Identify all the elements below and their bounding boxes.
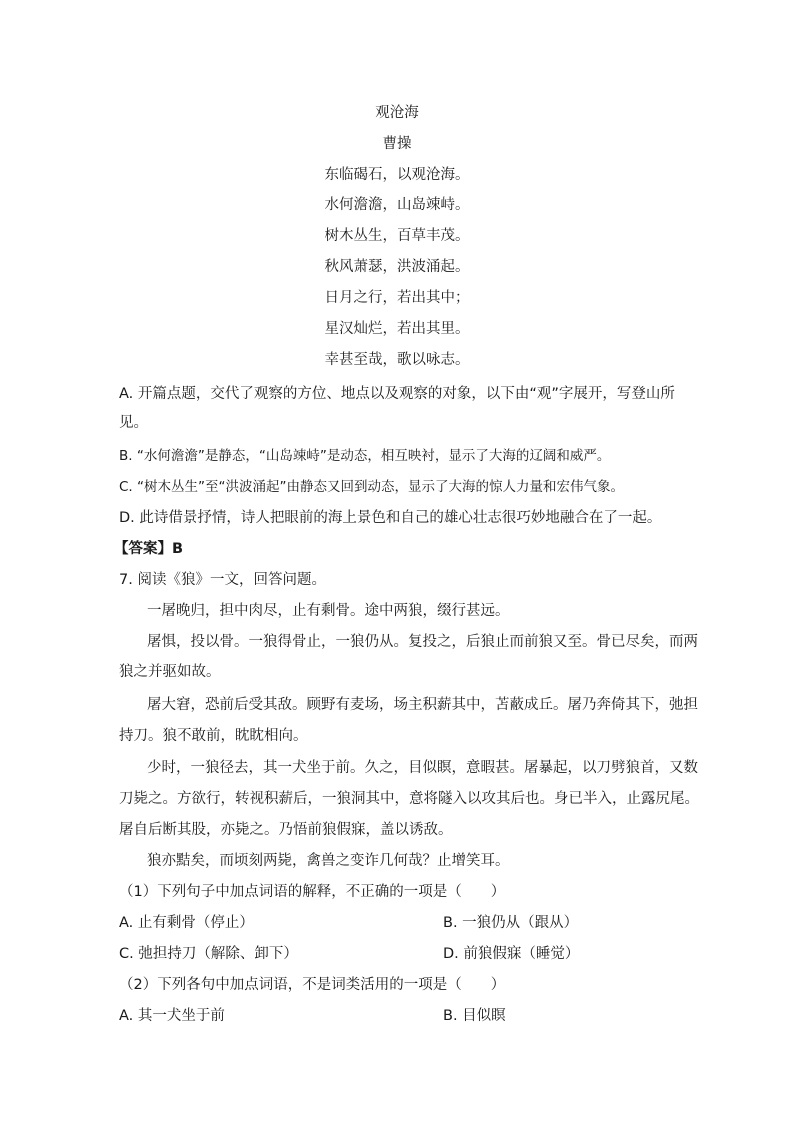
q7-sub2-option-a: A. 其一犬坐于前 bbox=[119, 1008, 225, 1024]
poem-line: 日月之行，若出其中； bbox=[324, 290, 470, 306]
poem-author: 曹操 bbox=[382, 136, 412, 152]
q7-sub2-stem: （2）下列各句中加点词语，不是词类活用的一项是（ ） bbox=[119, 977, 506, 993]
q6-answer bbox=[114, 539, 183, 559]
poem-line: 星汉灿烂，若出其里。 bbox=[324, 321, 470, 337]
q7-stem: 7. 阅读《狼》一文，回答问题。 bbox=[119, 572, 326, 588]
q7-sub1-stem: （1）下列句子中加点词语的解释，不正确的一项是（ ） bbox=[119, 884, 506, 900]
passage-line: 屠自后断其股，亦毙之。乃悟前狼假寐，盖以诱敌。 bbox=[119, 822, 453, 838]
answer-label: 【答案】B bbox=[114, 541, 184, 557]
poem-line: 东临碣石，以观沧海。 bbox=[324, 167, 470, 183]
poem-line: 树木丛生，百草丰茂。 bbox=[324, 228, 470, 244]
passage-line: 持刀。狼不敢前，眈眈相向。 bbox=[119, 728, 308, 744]
poem-line: 幸甚至哉，歌以咏志。 bbox=[324, 352, 470, 368]
q6-option-a: A. 开篇点题，交代了观察的方位、地点以及观察的对象，以下由“观”字展开，写登山所 bbox=[119, 386, 675, 402]
passage-line: 刀毙之。方欲行，转视积薪后，一狼洞其中，意将隧入以攻其后也。身已半入，止露尻尾。 bbox=[119, 791, 699, 807]
passage-line: 一屠晚归，担中肉尽，止有剩骨。途中两狼，缀行甚远。 bbox=[147, 603, 510, 619]
q6-option-d: D. 此诗借景抒情，诗人把眼前的海上景色和自己的雄心壮志很巧妙地融合在了一起。 bbox=[119, 510, 662, 526]
q7-sub1-option-d: D. 前狼假寐（睡觉） bbox=[443, 946, 580, 962]
passage-line: 狼亦黠矣，而顷刻两毙，禽兽之变诈几何哉？止增笑耳。 bbox=[147, 853, 510, 869]
passage-line: 屠大窘，恐前后受其敌。顾野有麦场，场主积薪其中，苫蔽成丘。屠乃奔倚其下，弛担 bbox=[147, 697, 698, 713]
passage-line: 狼之并驱如故。 bbox=[119, 664, 221, 680]
q7-sub1-option-b: B. 一狼仍从（跟从） bbox=[443, 915, 579, 931]
q6-option-c: C. “树木丛生”至“洪波涌起”由静态又回到动态，显示了大海的惊人力量和宏伟气象。 bbox=[119, 479, 624, 495]
poem-line: 秋风萧瑟，洪波涌起。 bbox=[324, 259, 470, 275]
poem-title: 观沧海 bbox=[375, 105, 419, 121]
q7-sub1-option-c: C. 弛担持刀（解除、卸下） bbox=[119, 946, 298, 962]
passage-line: 少时，一狼径去，其一犬坐于前。久之，目似瞑，意暇甚。屠暴起，以刀劈狼首，又数 bbox=[147, 760, 698, 776]
poem-line: 水何澹澹，山岛竦峙。 bbox=[324, 197, 470, 213]
q7-sub2-option-b: B. 目似瞑 bbox=[443, 1008, 506, 1024]
q6-option-b: B. “水何澹澹”是静态，“山岛竦峙”是动态，相互映衬，显示了大海的辽阔和威严。 bbox=[119, 448, 611, 464]
passage-line: 屠惧，投以骨。一狼得骨止，一狼仍从。复投之，后狼止而前狼又至。骨已尽矣，而两 bbox=[147, 634, 698, 650]
q7-sub1-option-a: A. 止有剩骨（停止） bbox=[119, 915, 254, 931]
q6-option-a-cont: 见。 bbox=[119, 415, 148, 431]
